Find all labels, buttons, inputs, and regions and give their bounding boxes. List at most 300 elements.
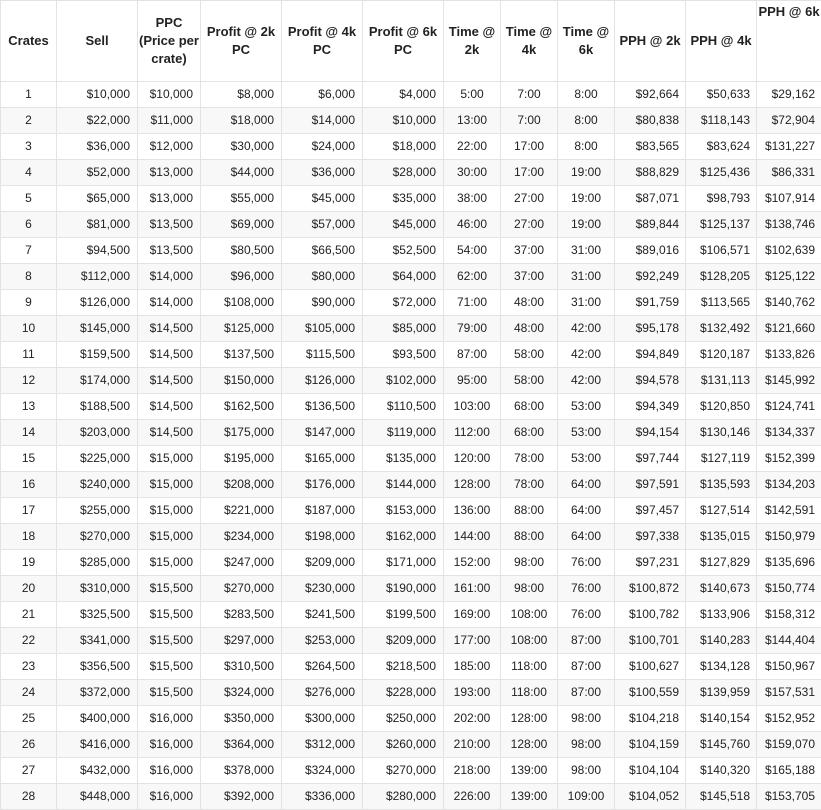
cell-sell: $94,500 xyxy=(57,238,138,264)
cell-time-6k: 31:00 xyxy=(558,290,615,316)
cell-profit-2k: $208,000 xyxy=(201,472,282,498)
cell-crates: 15 xyxy=(1,446,57,472)
cell-pph-2k: $104,052 xyxy=(615,784,686,810)
cell-pph-2k: $83,565 xyxy=(615,134,686,160)
cell-pph-4k: $125,137 xyxy=(686,212,757,238)
table-row xyxy=(1,628,821,654)
cell-time-4k: 108:00 xyxy=(501,628,558,654)
cell-pph-6k: $152,952 xyxy=(757,706,821,732)
cell-sell: $203,000 xyxy=(57,420,138,446)
cell-pph-6k: $150,774 xyxy=(757,576,821,602)
cell-pph-4k: $128,205 xyxy=(686,264,757,290)
cell-crates: 10 xyxy=(1,316,57,342)
cell-time-6k: 19:00 xyxy=(558,186,615,212)
cell-time-4k: 128:00 xyxy=(501,706,558,732)
cell-crates: 21 xyxy=(1,602,57,628)
cell-sell: $81,000 xyxy=(57,212,138,238)
cell-time-6k: 53:00 xyxy=(558,394,615,420)
cell-profit-6k: $153,000 xyxy=(363,498,444,524)
table-row xyxy=(1,290,821,316)
table-row xyxy=(1,550,821,576)
cell-pph-2k: $92,664 xyxy=(615,82,686,108)
cell-ppc: $15,000 xyxy=(138,472,201,498)
cell-pph-4k: $145,518 xyxy=(686,784,757,810)
cell-time-4k: 128:00 xyxy=(501,732,558,758)
cell-profit-6k: $4,000 xyxy=(363,82,444,108)
cell-sell: $65,000 xyxy=(57,186,138,212)
cell-time-6k: 42:00 xyxy=(558,316,615,342)
table-row xyxy=(1,680,821,706)
cell-profit-4k: $300,000 xyxy=(282,706,363,732)
cell-profit-6k: $260,000 xyxy=(363,732,444,758)
cell-ppc: $14,500 xyxy=(138,368,201,394)
cell-crates: 1 xyxy=(1,82,57,108)
table-row xyxy=(1,706,821,732)
cell-pph-6k: $140,762 xyxy=(757,290,821,316)
cell-profit-4k: $264,500 xyxy=(282,654,363,680)
cell-profit-2k: $96,000 xyxy=(201,264,282,290)
cell-pph-6k: $165,188 xyxy=(757,758,821,784)
cell-sell: $174,000 xyxy=(57,368,138,394)
cell-profit-6k: $228,000 xyxy=(363,680,444,706)
cell-time-2k: 185:00 xyxy=(444,654,501,680)
cell-time-4k: 118:00 xyxy=(501,654,558,680)
cell-ppc: $16,000 xyxy=(138,732,201,758)
cell-time-2k: 79:00 xyxy=(444,316,501,342)
cell-time-4k: 68:00 xyxy=(501,394,558,420)
cell-sell: $52,000 xyxy=(57,160,138,186)
cell-time-4k: 78:00 xyxy=(501,472,558,498)
cell-profit-4k: $198,000 xyxy=(282,524,363,550)
cell-time-2k: 22:00 xyxy=(444,134,501,160)
cell-pph-2k: $97,457 xyxy=(615,498,686,524)
cell-ppc: $16,000 xyxy=(138,706,201,732)
cell-time-6k: 76:00 xyxy=(558,602,615,628)
table-row xyxy=(1,212,821,238)
cell-crates: 12 xyxy=(1,368,57,394)
cell-profit-2k: $125,000 xyxy=(201,316,282,342)
table-row xyxy=(1,82,821,108)
cell-profit-4k: $57,000 xyxy=(282,212,363,238)
table-row xyxy=(1,420,821,446)
cell-ppc: $10,000 xyxy=(138,82,201,108)
cell-profit-2k: $350,000 xyxy=(201,706,282,732)
cell-sell: $372,000 xyxy=(57,680,138,706)
cell-crates: 6 xyxy=(1,212,57,238)
cell-profit-6k: $110,500 xyxy=(363,394,444,420)
cell-pph-6k: $138,746 xyxy=(757,212,821,238)
cell-pph-6k: $150,979 xyxy=(757,524,821,550)
cell-time-2k: 136:00 xyxy=(444,498,501,524)
cell-profit-4k: $209,000 xyxy=(282,550,363,576)
cell-pph-2k: $94,154 xyxy=(615,420,686,446)
table-row xyxy=(1,160,821,186)
cell-pph-4k: $127,119 xyxy=(686,446,757,472)
cell-time-2k: 103:00 xyxy=(444,394,501,420)
cell-ppc: $12,000 xyxy=(138,134,201,160)
table-row xyxy=(1,446,821,472)
cell-profit-2k: $324,000 xyxy=(201,680,282,706)
cell-profit-4k: $126,000 xyxy=(282,368,363,394)
cell-ppc: $15,500 xyxy=(138,576,201,602)
cell-pph-4k: $120,187 xyxy=(686,342,757,368)
cell-crates: 11 xyxy=(1,342,57,368)
cell-time-6k: 53:00 xyxy=(558,446,615,472)
cell-crates: 24 xyxy=(1,680,57,706)
cell-pph-4k: $132,492 xyxy=(686,316,757,342)
cell-profit-6k: $144,000 xyxy=(363,472,444,498)
cell-pph-6k: $131,227 xyxy=(757,134,821,160)
cell-pph-6k: $142,591 xyxy=(757,498,821,524)
cell-time-6k: 87:00 xyxy=(558,680,615,706)
cell-profit-2k: $30,000 xyxy=(201,134,282,160)
cell-profit-4k: $147,000 xyxy=(282,420,363,446)
cell-profit-2k: $150,000 xyxy=(201,368,282,394)
cell-pph-4k: $98,793 xyxy=(686,186,757,212)
table-row xyxy=(1,342,821,368)
cell-pph-6k: $107,914 xyxy=(757,186,821,212)
cell-time-2k: 120:00 xyxy=(444,446,501,472)
cell-sell: $22,000 xyxy=(57,108,138,134)
cell-sell: $400,000 xyxy=(57,706,138,732)
cell-profit-2k: $175,000 xyxy=(201,420,282,446)
cell-pph-2k: $80,838 xyxy=(615,108,686,134)
cell-profit-2k: $283,500 xyxy=(201,602,282,628)
cell-crates: 22 xyxy=(1,628,57,654)
table-row xyxy=(1,316,821,342)
cell-profit-4k: $90,000 xyxy=(282,290,363,316)
cell-pph-4k: $135,593 xyxy=(686,472,757,498)
cell-pph-4k: $140,283 xyxy=(686,628,757,654)
table-row xyxy=(1,498,821,524)
cell-time-4k: 58:00 xyxy=(501,368,558,394)
cell-pph-6k: $150,967 xyxy=(757,654,821,680)
cell-crates: 18 xyxy=(1,524,57,550)
cell-crates: 17 xyxy=(1,498,57,524)
table-row xyxy=(1,108,821,134)
cell-pph-2k: $87,071 xyxy=(615,186,686,212)
cell-time-6k: 87:00 xyxy=(558,654,615,680)
cell-profit-6k: $218,500 xyxy=(363,654,444,680)
cell-pph-2k: $95,178 xyxy=(615,316,686,342)
cell-pph-6k: $158,312 xyxy=(757,602,821,628)
cell-time-4k: 37:00 xyxy=(501,238,558,264)
cell-profit-6k: $72,000 xyxy=(363,290,444,316)
cell-sell: $356,500 xyxy=(57,654,138,680)
table-row xyxy=(1,186,821,212)
cell-time-4k: 108:00 xyxy=(501,602,558,628)
cell-profit-4k: $276,000 xyxy=(282,680,363,706)
cell-time-4k: 78:00 xyxy=(501,446,558,472)
cell-sell: $36,000 xyxy=(57,134,138,160)
cell-profit-4k: $187,000 xyxy=(282,498,363,524)
cell-time-4k: 17:00 xyxy=(501,160,558,186)
cell-ppc: $15,000 xyxy=(138,524,201,550)
cell-profit-2k: $55,000 xyxy=(201,186,282,212)
cell-profit-4k: $6,000 xyxy=(282,82,363,108)
table-row xyxy=(1,602,821,628)
table-row xyxy=(1,394,821,420)
cell-crates: 9 xyxy=(1,290,57,316)
cell-profit-2k: $80,500 xyxy=(201,238,282,264)
cell-ppc: $13,500 xyxy=(138,238,201,264)
cell-pph-6k: $102,639 xyxy=(757,238,821,264)
cell-profit-2k: $247,000 xyxy=(201,550,282,576)
cell-time-2k: 169:00 xyxy=(444,602,501,628)
cell-ppc: $14,500 xyxy=(138,316,201,342)
cell-profit-2k: $378,000 xyxy=(201,758,282,784)
cell-crates: 14 xyxy=(1,420,57,446)
cell-time-2k: 210:00 xyxy=(444,732,501,758)
cell-time-2k: 54:00 xyxy=(444,238,501,264)
cell-pph-6k: $86,331 xyxy=(757,160,821,186)
cell-time-4k: 48:00 xyxy=(501,290,558,316)
header-time-6k: Time @ 6k xyxy=(558,1,615,82)
cell-profit-6k: $35,000 xyxy=(363,186,444,212)
cell-profit-2k: $8,000 xyxy=(201,82,282,108)
table-row xyxy=(1,654,821,680)
cell-crates: 4 xyxy=(1,160,57,186)
header-time-4k: Time @ 4k xyxy=(501,1,558,82)
cell-ppc: $13,500 xyxy=(138,212,201,238)
cell-pph-6k: $153,705 xyxy=(757,784,821,810)
cell-time-6k: 76:00 xyxy=(558,576,615,602)
cell-pph-6k: $124,741 xyxy=(757,394,821,420)
cell-time-4k: 17:00 xyxy=(501,134,558,160)
cell-profit-6k: $93,500 xyxy=(363,342,444,368)
header-profit-4k: Profit @ 4k PC xyxy=(282,1,363,82)
cell-time-6k: 19:00 xyxy=(558,212,615,238)
cell-time-6k: 64:00 xyxy=(558,498,615,524)
cell-time-6k: 98:00 xyxy=(558,758,615,784)
cell-profit-2k: $221,000 xyxy=(201,498,282,524)
header-sell: Sell xyxy=(57,1,138,82)
cell-pph-4k: $83,624 xyxy=(686,134,757,160)
cell-time-6k: 19:00 xyxy=(558,160,615,186)
cell-pph-2k: $104,104 xyxy=(615,758,686,784)
header-row xyxy=(1,1,821,82)
cell-ppc: $14,500 xyxy=(138,420,201,446)
cell-time-2k: 161:00 xyxy=(444,576,501,602)
cell-profit-6k: $171,000 xyxy=(363,550,444,576)
cell-time-4k: 7:00 xyxy=(501,108,558,134)
cell-profit-2k: $18,000 xyxy=(201,108,282,134)
cell-pph-6k: $144,404 xyxy=(757,628,821,654)
cell-pph-6k: $29,162 xyxy=(757,82,821,108)
cell-profit-2k: $162,500 xyxy=(201,394,282,420)
cell-pph-2k: $89,844 xyxy=(615,212,686,238)
cell-time-2k: 30:00 xyxy=(444,160,501,186)
cell-time-4k: 27:00 xyxy=(501,186,558,212)
cell-crates: 3 xyxy=(1,134,57,160)
cell-time-2k: 71:00 xyxy=(444,290,501,316)
cell-pph-6k: $125,122 xyxy=(757,264,821,290)
cell-time-4k: 139:00 xyxy=(501,758,558,784)
cell-crates: 23 xyxy=(1,654,57,680)
cell-time-6k: 8:00 xyxy=(558,82,615,108)
cell-time-4k: 88:00 xyxy=(501,524,558,550)
cell-pph-2k: $97,744 xyxy=(615,446,686,472)
cell-time-6k: 31:00 xyxy=(558,264,615,290)
cell-pph-2k: $100,627 xyxy=(615,654,686,680)
cell-crates: 8 xyxy=(1,264,57,290)
cell-sell: $225,000 xyxy=(57,446,138,472)
cell-profit-4k: $176,000 xyxy=(282,472,363,498)
cell-profit-6k: $280,000 xyxy=(363,784,444,810)
cell-ppc: $15,000 xyxy=(138,498,201,524)
cell-time-2k: 144:00 xyxy=(444,524,501,550)
cell-sell: $325,500 xyxy=(57,602,138,628)
cell-profit-2k: $310,500 xyxy=(201,654,282,680)
cell-time-2k: 13:00 xyxy=(444,108,501,134)
cell-pph-6k: $135,696 xyxy=(757,550,821,576)
cell-time-4k: 68:00 xyxy=(501,420,558,446)
cell-pph-2k: $91,759 xyxy=(615,290,686,316)
cell-profit-4k: $105,000 xyxy=(282,316,363,342)
cell-profit-4k: $45,000 xyxy=(282,186,363,212)
cell-time-4k: 27:00 xyxy=(501,212,558,238)
cell-time-2k: 152:00 xyxy=(444,550,501,576)
cell-crates: 2 xyxy=(1,108,57,134)
cell-pph-2k: $104,159 xyxy=(615,732,686,758)
table-row xyxy=(1,732,821,758)
cell-pph-6k: $152,399 xyxy=(757,446,821,472)
cell-profit-4k: $136,500 xyxy=(282,394,363,420)
cell-sell: $255,000 xyxy=(57,498,138,524)
cell-crates: 26 xyxy=(1,732,57,758)
cell-profit-2k: $69,000 xyxy=(201,212,282,238)
cell-ppc: $13,000 xyxy=(138,186,201,212)
cell-profit-2k: $364,000 xyxy=(201,732,282,758)
cell-time-4k: 88:00 xyxy=(501,498,558,524)
cell-pph-4k: $133,906 xyxy=(686,602,757,628)
cell-pph-2k: $92,249 xyxy=(615,264,686,290)
cell-profit-2k: $137,500 xyxy=(201,342,282,368)
cell-profit-2k: $44,000 xyxy=(201,160,282,186)
cell-pph-2k: $94,578 xyxy=(615,368,686,394)
cell-profit-6k: $85,000 xyxy=(363,316,444,342)
cell-sell: $159,500 xyxy=(57,342,138,368)
cell-pph-4k: $127,829 xyxy=(686,550,757,576)
cell-ppc: $15,500 xyxy=(138,628,201,654)
cell-profit-2k: $270,000 xyxy=(201,576,282,602)
cell-ppc: $15,500 xyxy=(138,680,201,706)
cell-sell: $448,000 xyxy=(57,784,138,810)
cell-time-2k: 226:00 xyxy=(444,784,501,810)
cell-sell: $10,000 xyxy=(57,82,138,108)
cell-time-2k: 5:00 xyxy=(444,82,501,108)
cell-pph-2k: $88,829 xyxy=(615,160,686,186)
cell-profit-2k: $108,000 xyxy=(201,290,282,316)
cell-time-6k: 31:00 xyxy=(558,238,615,264)
cell-pph-2k: $89,016 xyxy=(615,238,686,264)
cell-time-2k: 87:00 xyxy=(444,342,501,368)
cell-sell: $145,000 xyxy=(57,316,138,342)
cell-pph-4k: $127,514 xyxy=(686,498,757,524)
cell-pph-4k: $145,760 xyxy=(686,732,757,758)
cell-ppc: $14,000 xyxy=(138,264,201,290)
cell-profit-4k: $14,000 xyxy=(282,108,363,134)
cell-time-2k: 193:00 xyxy=(444,680,501,706)
cell-ppc: $15,000 xyxy=(138,550,201,576)
cell-time-6k: 76:00 xyxy=(558,550,615,576)
cell-time-6k: 64:00 xyxy=(558,472,615,498)
table-row xyxy=(1,576,821,602)
cell-pph-2k: $104,218 xyxy=(615,706,686,732)
cell-time-4k: 58:00 xyxy=(501,342,558,368)
cell-ppc: $16,000 xyxy=(138,784,201,810)
header-profit-2k: Profit @ 2k PC xyxy=(201,1,282,82)
cell-pph-4k: $118,143 xyxy=(686,108,757,134)
cell-ppc: $15,500 xyxy=(138,654,201,680)
cell-sell: $112,000 xyxy=(57,264,138,290)
cell-time-2k: 112:00 xyxy=(444,420,501,446)
cell-sell: $240,000 xyxy=(57,472,138,498)
cell-profit-6k: $52,500 xyxy=(363,238,444,264)
cell-pph-2k: $97,338 xyxy=(615,524,686,550)
cell-crates: 20 xyxy=(1,576,57,602)
cell-profit-6k: $250,000 xyxy=(363,706,444,732)
table-row xyxy=(1,472,821,498)
cell-sell: $285,000 xyxy=(57,550,138,576)
cell-pph-2k: $100,782 xyxy=(615,602,686,628)
header-crates: Crates xyxy=(1,1,57,82)
cell-time-4k: 139:00 xyxy=(501,784,558,810)
table-body xyxy=(1,82,821,810)
cell-ppc: $15,500 xyxy=(138,602,201,628)
cell-pph-4k: $140,320 xyxy=(686,758,757,784)
cell-sell: $341,000 xyxy=(57,628,138,654)
cell-time-2k: 95:00 xyxy=(444,368,501,394)
cell-time-6k: 98:00 xyxy=(558,732,615,758)
cell-profit-6k: $64,000 xyxy=(363,264,444,290)
cell-sell: $432,000 xyxy=(57,758,138,784)
cell-time-2k: 62:00 xyxy=(444,264,501,290)
cell-ppc: $14,500 xyxy=(138,342,201,368)
cell-time-6k: 98:00 xyxy=(558,706,615,732)
table-row xyxy=(1,368,821,394)
cell-time-4k: 7:00 xyxy=(501,82,558,108)
cell-profit-2k: $234,000 xyxy=(201,524,282,550)
cell-crates: 5 xyxy=(1,186,57,212)
cell-pph-4k: $134,128 xyxy=(686,654,757,680)
cell-crates: 25 xyxy=(1,706,57,732)
cell-crates: 19 xyxy=(1,550,57,576)
cell-ppc: $13,000 xyxy=(138,160,201,186)
cell-sell: $416,000 xyxy=(57,732,138,758)
cell-pph-4k: $113,565 xyxy=(686,290,757,316)
cell-time-4k: 98:00 xyxy=(501,550,558,576)
cell-profit-6k: $190,000 xyxy=(363,576,444,602)
cell-profit-4k: $115,500 xyxy=(282,342,363,368)
header-time-2k: Time @ 2k xyxy=(444,1,501,82)
header-pph-6k: PPH @ 6k xyxy=(757,1,821,82)
cell-crates: 28 xyxy=(1,784,57,810)
cell-time-6k: 87:00 xyxy=(558,628,615,654)
table-header xyxy=(1,1,821,82)
cell-pph-4k: $140,154 xyxy=(686,706,757,732)
cell-pph-2k: $94,349 xyxy=(615,394,686,420)
cell-crates: 16 xyxy=(1,472,57,498)
cell-time-2k: 177:00 xyxy=(444,628,501,654)
header-pph-2k: PPH @ 2k xyxy=(615,1,686,82)
cell-time-6k: 42:00 xyxy=(558,342,615,368)
cell-profit-4k: $80,000 xyxy=(282,264,363,290)
cell-ppc: $11,000 xyxy=(138,108,201,134)
cell-time-2k: 128:00 xyxy=(444,472,501,498)
cell-ppc: $14,500 xyxy=(138,394,201,420)
cell-pph-2k: $94,849 xyxy=(615,342,686,368)
